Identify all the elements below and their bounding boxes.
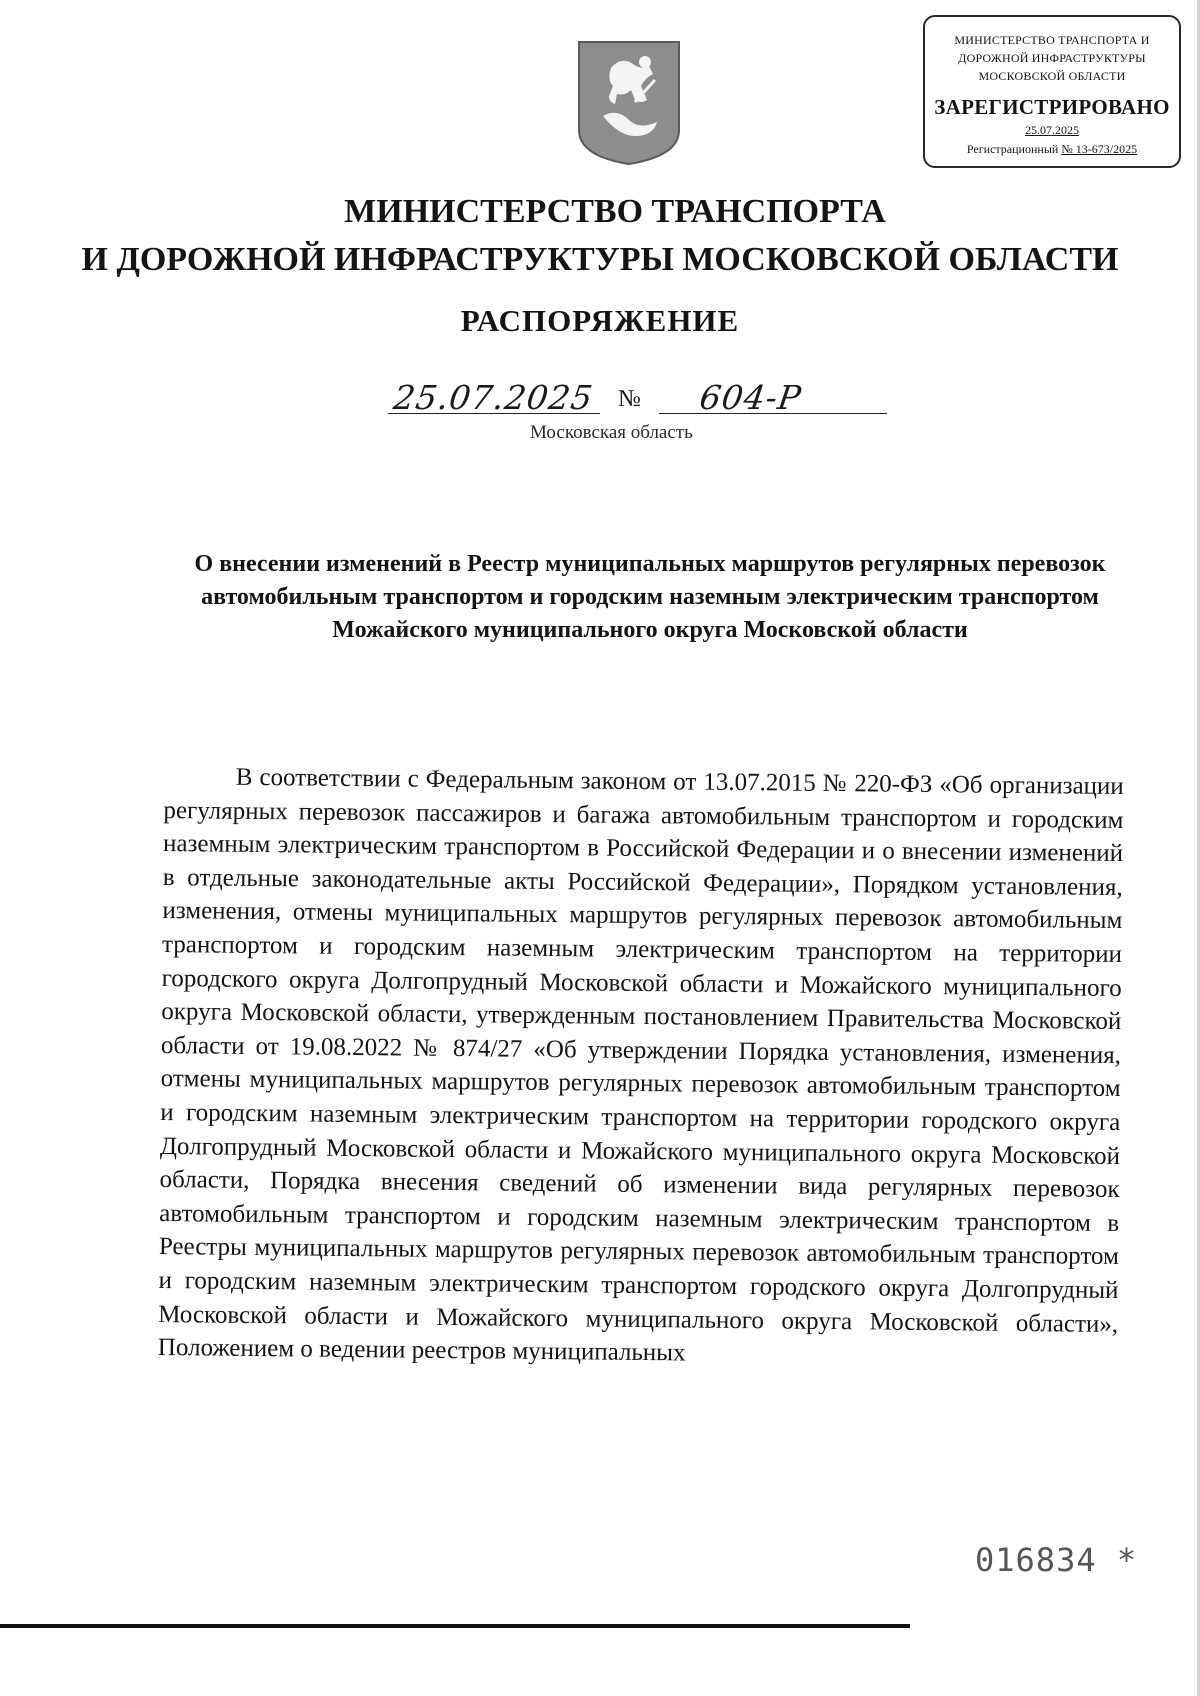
coat-of-arms-icon [575,38,683,168]
document-subject: О внесении изменений в Реестр муниципальных маршрутов регулярных перевозок автомобильным транспортом и городским наземным электрическим транспортом Можайского муниципального округа Московской области [194,551,1106,643]
ministry-line-1: МИНИСТЕРСТВО ТРАНСПОРТА [344,193,886,230]
stamp-org-line: ДОРОЖНОЙ ИНФРАСТРУКТУРЫ [958,51,1146,65]
place-of-issue: Московская область [530,422,693,443]
stamp-date: 25.07.2025 [1025,123,1079,137]
body-paragraph: В соответствии с Федеральным законом от 13.07.2015 № 220-ФЗ «Об организации регулярных перевозок пассажиров и багажа автомобильным транспортом и городским наземным электрическим транспортом в Российской Федерации и о внесении изменений в отдельные законодательные акты Российской Федерации», Порядком установления, изменения, отмены муниципальных маршрутов регулярных перевозок автомобильным транспортом и городским наземным электрическим транспортом на территории городского округа Долгопрудный Московской области и Можайского муниципального округа Московской области, утвержденным постановлением Правительства Московской области от 19.08.2022 № 874/27 «Об утверждении Порядка установления, изменения, отмены муниципальных маршрутов регулярных перевозок автомобильным транспортом и городским наземным электрическим транспортом на территории городского округа Долгопрудный Московской области и Можайского муниципального округа Московской области, Порядка внесения сведений об изменении вида регулярных перевозок автомобильным транспортом и городским наземным электрическим транспортом в Реестры муниципальных маршрутов регулярных перевозок автомобильным транспортом и городским наземным электрическим транспортом городского округа Долгопрудный Московской области и Можайского муниципального округа Московской области», Положением о ведении реестров муниципальных [157,763,1124,1367]
stamp-reg-value: № 13-673/2025 [1061,142,1138,156]
stamp-status: ЗАРЕГИСТРИРОВАНО [934,95,1170,119]
stamp-org-line: МОСКОВСКОЙ ОБЛАСТИ [978,69,1126,83]
handwritten-number: 604-Р [697,378,805,417]
number-sign: № [618,386,641,412]
date-number-line [380,380,900,420]
document-type: РАСПОРЯЖЕНИЕ [460,303,740,338]
stamp-reg-label: Регистрационный [966,142,1059,156]
handwritten-date: 25.07.2025 [391,378,596,417]
ministry-heading [0,188,1200,284]
stamp-reg-number [925,142,1179,157]
ministry-line-2: И ДОРОЖНОЙ ИНФРАСТРУКТУРЫ МОСКОВСКОЙ ОБЛАСТИ [81,241,1119,278]
registration-stamp [923,15,1181,168]
stamp-org-line: МИНИСТЕРСТВО ТРАНСПОРТА И [954,33,1150,47]
document-serial-number: 016834 * [975,1541,1138,1579]
scan-edge-line [0,1624,910,1628]
